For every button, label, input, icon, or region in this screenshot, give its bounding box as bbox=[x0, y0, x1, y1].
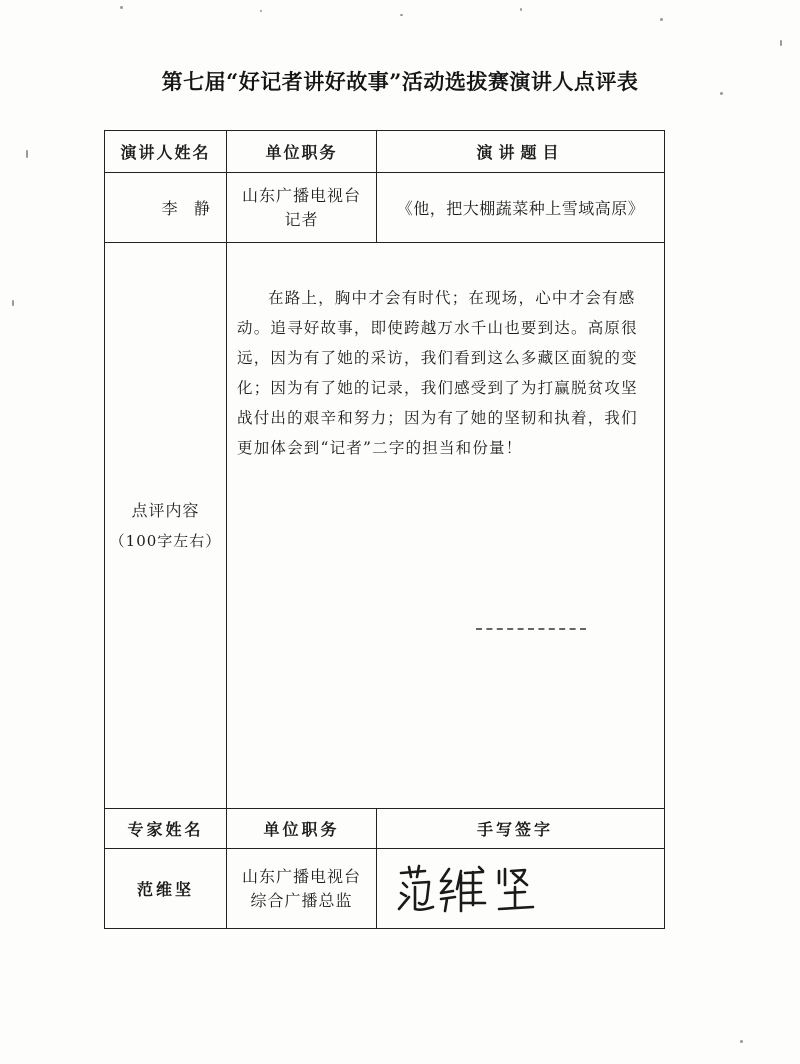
form-title: 第七届“好记者讲好故事”活动选拔赛演讲人点评表 bbox=[161, 69, 639, 94]
scan-speckle bbox=[400, 14, 403, 16]
speaker-unit-line1: 山东广播电视台 bbox=[241, 185, 361, 205]
header-speaker-name: 演讲人姓名 bbox=[105, 131, 227, 173]
comment-row bbox=[105, 243, 665, 809]
comment-content-cell bbox=[227, 243, 665, 809]
comment-label-cell bbox=[105, 243, 227, 809]
expert-unit-line1: 山东广播电视台 bbox=[241, 866, 361, 886]
header-speech-title: 演讲题目 bbox=[377, 131, 665, 173]
scan-speckle bbox=[740, 1040, 743, 1043]
scan-speckle bbox=[26, 150, 28, 158]
signature-cell bbox=[377, 849, 665, 929]
scan-speckle bbox=[260, 10, 262, 12]
scan-speckle bbox=[660, 18, 663, 21]
speaker-row bbox=[105, 173, 665, 243]
header-signature: 手写签字 bbox=[377, 809, 665, 849]
expert-name: 范维坚 bbox=[105, 849, 227, 929]
scan-speckle bbox=[780, 40, 782, 46]
header-row bbox=[105, 131, 665, 173]
header-expert-unit: 单位职务 bbox=[227, 809, 377, 849]
expert-row bbox=[105, 849, 665, 929]
expert-header-row bbox=[105, 809, 665, 849]
comment-label: 点评内容 bbox=[131, 500, 200, 520]
speech-topic: 《他，把大棚蔬菜种上雪域高原》 bbox=[377, 173, 665, 243]
scan-speckle bbox=[520, 8, 522, 11]
comment-text: 在路上，胸中才会有时代；在现场，心中才会有感动。追寻好故事，即使跨越万水千山也要到达。高原很远，因为有了她的采访，我们看到这么多藏区面貌的变化；因为有了她的记录，我们感受到了为打赢脱贫攻坚战付出的艰辛和努力；因为有了她的坚韧和执着，我们更加体会到“记者”二字的担当和份量！ bbox=[237, 289, 638, 457]
expert-unit-line2: 综合广播总监 bbox=[250, 890, 353, 910]
handwritten-signature bbox=[395, 863, 545, 915]
expert-unit bbox=[227, 849, 377, 929]
evaluation-table bbox=[104, 130, 665, 929]
header-unit-position: 单位职务 bbox=[227, 131, 377, 173]
dashed-mark bbox=[476, 628, 586, 632]
speaker-name bbox=[105, 173, 227, 243]
header-expert-name: 专家姓名 bbox=[105, 809, 227, 849]
scan-speckle bbox=[120, 6, 123, 9]
speaker-unit bbox=[227, 173, 377, 243]
scan-speckle bbox=[12, 300, 14, 306]
speaker-unit-line2: 记者 bbox=[284, 209, 319, 229]
speaker-name-text: 李 静 bbox=[161, 199, 212, 218]
comment-hint: （100字左右） bbox=[109, 531, 222, 550]
